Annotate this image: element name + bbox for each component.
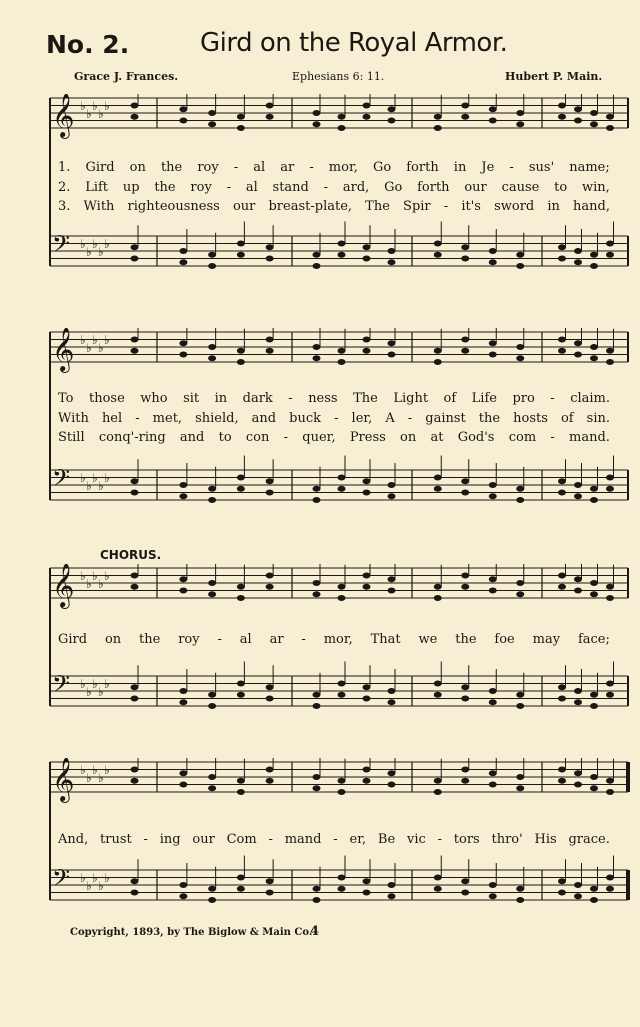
lyric-line [58, 391, 610, 406]
lyric-line [58, 632, 610, 647]
lyric-word: pro [512, 391, 535, 406]
lyric-word: - [550, 391, 555, 406]
lyric-word: buck [289, 411, 322, 426]
treble-clef-icon: 𝄞 [52, 94, 75, 137]
svg-text:♭: ♭ [98, 685, 104, 699]
lyric-word: on [104, 632, 122, 647]
lyric-word: A [385, 411, 395, 426]
svg-text:♭: ♭ [98, 577, 104, 591]
lyric-word: That [370, 632, 401, 647]
svg-text:♭: ♭ [104, 569, 110, 583]
svg-text:♭: ♭ [80, 763, 86, 777]
lyric-word: - [550, 430, 555, 445]
lyric-word: - [268, 832, 273, 847]
lyric-word: to [554, 180, 568, 195]
svg-text:♭: ♭ [104, 871, 110, 885]
lyric-word: - [135, 411, 140, 426]
lyric-word: - [437, 832, 442, 847]
bass-clef-icon: 𝄢 [52, 464, 71, 497]
hymn-title: Gird on the Royal Armor. [200, 28, 508, 58]
chorus-label: CHORUS. [100, 548, 162, 562]
lyric-word: our [232, 199, 256, 214]
lyric-word: conq'-ring [98, 430, 166, 445]
lyric-word: - [288, 391, 293, 406]
svg-text:♭: ♭ [98, 245, 104, 259]
bass-clef-icon: 𝄢 [52, 670, 71, 703]
lyric-word: in [214, 391, 228, 406]
lyric-word: Be [377, 832, 396, 847]
lyric-word: Light [393, 391, 429, 406]
lyric-word: - [333, 832, 338, 847]
lyric-word: roy [197, 160, 219, 175]
lyric-word: met, [152, 411, 183, 426]
lyric-word: may [532, 632, 561, 647]
lyric-word: With [58, 411, 89, 426]
lyric-word: the [455, 632, 477, 647]
lyric-word: righteousness [127, 199, 220, 214]
lyric-word: breast-plate, [268, 199, 353, 214]
svg-text:♭: ♭ [98, 879, 104, 893]
lyric-word: trust [100, 832, 132, 847]
lyric-word: mand [284, 832, 322, 847]
lyric-word: Lift [85, 180, 109, 195]
lyric-word: - [407, 411, 413, 426]
bass-clef-icon: 𝄢 [52, 230, 71, 263]
svg-text:♭: ♭ [98, 479, 104, 493]
lyric-word: - [233, 160, 239, 175]
lyric-word: the [139, 632, 161, 647]
lyric-word: name; [569, 160, 610, 175]
lyric-word: gainst [425, 411, 466, 426]
lyric-word: roy [178, 632, 200, 647]
lyric-word: win, [582, 180, 610, 195]
lyric-word: ing [159, 832, 181, 847]
svg-text:♭: ♭ [92, 677, 98, 691]
svg-text:♭: ♭ [86, 341, 92, 355]
lyric-word: - [323, 180, 329, 195]
lyric-word: - [217, 632, 222, 647]
lyric-word: face; [577, 632, 610, 647]
svg-text:♭: ♭ [98, 771, 104, 785]
lyric-word: grace. [568, 832, 610, 847]
lyric-word: - [509, 160, 514, 175]
lyric-word: Gird [85, 160, 115, 175]
lyric-word: hand, [573, 199, 610, 214]
lyric-word: in [453, 160, 467, 175]
svg-text:♭: ♭ [104, 237, 110, 251]
svg-text:♭: ♭ [80, 333, 86, 347]
svg-text:♭: ♭ [92, 871, 98, 885]
lyric-word: ar [280, 160, 295, 175]
svg-text:♭: ♭ [86, 879, 92, 893]
lyric-word: sin. [586, 411, 610, 426]
lyric-word: Go [384, 180, 403, 195]
lyric-word: Still [58, 430, 85, 445]
lyric-word: mand. [569, 430, 610, 445]
lyric-word: The [353, 391, 378, 406]
svg-text:♭: ♭ [98, 107, 104, 121]
svg-text:♭: ♭ [92, 333, 98, 347]
svg-text:♭: ♭ [80, 871, 86, 885]
lyric-word: at [430, 430, 444, 445]
svg-text:♭: ♭ [98, 341, 104, 355]
lyric-word: The [365, 199, 390, 214]
svg-text:♭: ♭ [80, 99, 86, 113]
svg-text:♭: ♭ [86, 577, 92, 591]
lyric-word: er, [349, 832, 367, 847]
lyric-word: on [129, 160, 146, 175]
lyric-word: claim. [570, 391, 610, 406]
lyric-word: And, [58, 832, 89, 847]
lyric-word: vic [406, 832, 426, 847]
lyric-word: ness [308, 391, 338, 406]
lyric-word: and [179, 430, 205, 445]
svg-text:♭: ♭ [86, 479, 92, 493]
lyric-word: ar [269, 632, 284, 647]
lyric-line [58, 411, 610, 426]
lyric-word: con [245, 430, 270, 445]
lyric-word: 2. [58, 180, 71, 195]
lyric-word: cause [501, 180, 540, 195]
lyric-word: thro' [491, 832, 523, 847]
lyric-word: Je [481, 160, 495, 175]
lyric-word: Gird [58, 632, 88, 647]
lyric-word: roy [190, 180, 212, 195]
lyric-word: With [83, 199, 115, 214]
lyric-word: sit [183, 391, 200, 406]
lyric-word: al [239, 632, 252, 647]
lyric-line [58, 430, 610, 445]
lyric-word: His [534, 832, 557, 847]
lyric-word: - [301, 632, 306, 647]
lyric-word: Press [349, 430, 386, 445]
svg-text:♭: ♭ [80, 471, 86, 485]
lyric-word: the [160, 160, 183, 175]
svg-text:♭: ♭ [92, 237, 98, 251]
page-number: 4 [310, 924, 320, 939]
lyric-word: in [547, 199, 560, 214]
lyric-word: 1. [58, 160, 71, 175]
lyric-word: up [122, 180, 140, 195]
lyric-line [58, 832, 610, 847]
svg-text:♭: ♭ [92, 99, 98, 113]
lyric-word: al [245, 180, 258, 195]
lyric-word: hel [101, 411, 123, 426]
lyric-word: dark [242, 391, 273, 406]
copyright-notice: Copyright, 1893, by The Biglow & Main Co. [70, 927, 313, 938]
lyric-word: on [400, 430, 417, 445]
svg-text:♭: ♭ [86, 771, 92, 785]
lyric-word: - [334, 411, 339, 426]
svg-text:♭: ♭ [86, 245, 92, 259]
svg-text:♭: ♭ [80, 237, 86, 251]
lyric-word: quer, [302, 430, 336, 445]
svg-text:♭: ♭ [104, 677, 110, 691]
lyric-word: the [154, 180, 176, 195]
lyric-word: stand [272, 180, 309, 195]
lyric-word: and [251, 411, 277, 426]
lyric-word: mor, [328, 160, 358, 175]
lyric-word: forth [406, 160, 439, 175]
lyric-word: it's [461, 199, 481, 214]
svg-text:♭: ♭ [92, 471, 98, 485]
lyric-word: who [140, 391, 168, 406]
lyric-word: sword [494, 199, 535, 214]
lyric-word: of [560, 411, 574, 426]
lyric-word: sus' [528, 160, 555, 175]
lyric-word: hosts [513, 411, 548, 426]
lyric-word: those [88, 391, 125, 406]
lyric-line [58, 199, 610, 214]
svg-text:♭: ♭ [104, 763, 110, 777]
svg-text:♭: ♭ [80, 677, 86, 691]
lyric-word: - [309, 160, 314, 175]
hymn-number: No. 2. [46, 30, 130, 59]
lyric-word: the [478, 411, 501, 426]
treble-clef-icon: 𝄞 [52, 758, 75, 801]
lyric-word: of [443, 391, 457, 406]
treble-clef-icon: 𝄞 [52, 564, 75, 607]
lyric-word: God's [457, 430, 495, 445]
author-credit: Grace J. Frances. [74, 70, 179, 83]
lyric-word: to [218, 430, 232, 445]
lyric-word: To [58, 391, 74, 406]
lyric-word: ard, [342, 180, 370, 195]
svg-text:♭: ♭ [92, 569, 98, 583]
lyric-word: - [226, 180, 232, 195]
svg-text:♭: ♭ [104, 471, 110, 485]
lyric-word: Com [226, 832, 257, 847]
lyric-word: Go [372, 160, 392, 175]
lyric-word: Spir [403, 199, 431, 214]
lyric-word: - [143, 832, 148, 847]
lyric-word: 3. [58, 199, 71, 214]
svg-text:♭: ♭ [86, 107, 92, 121]
svg-text:♭: ♭ [104, 99, 110, 113]
scripture-reference: Ephesians 6: 11. [292, 70, 385, 83]
svg-text:♭: ♭ [104, 333, 110, 347]
composer-credit: Hubert P. Main. [505, 70, 603, 83]
treble-clef-icon: 𝄞 [52, 328, 75, 371]
bass-clef-icon: 𝄢 [52, 864, 71, 897]
lyric-line [58, 180, 610, 195]
svg-text:♭: ♭ [80, 569, 86, 583]
lyric-word: forth [417, 180, 450, 195]
svg-text:♭: ♭ [92, 763, 98, 777]
lyric-word: shield, [195, 411, 239, 426]
svg-text:♭: ♭ [86, 685, 92, 699]
lyric-line [58, 160, 610, 175]
lyric-word: - [443, 199, 449, 214]
lyric-word: foe [494, 632, 515, 647]
lyric-word: al [253, 160, 266, 175]
lyric-word: tors [453, 832, 480, 847]
lyric-word: com [508, 430, 537, 445]
lyric-word: we [418, 632, 438, 647]
lyric-word: - [283, 430, 289, 445]
lyric-word: ler, [351, 411, 373, 426]
lyric-word: mor, [323, 632, 353, 647]
lyric-word: our [464, 180, 487, 195]
lyric-word: our [192, 832, 215, 847]
lyric-word: Life [471, 391, 497, 406]
